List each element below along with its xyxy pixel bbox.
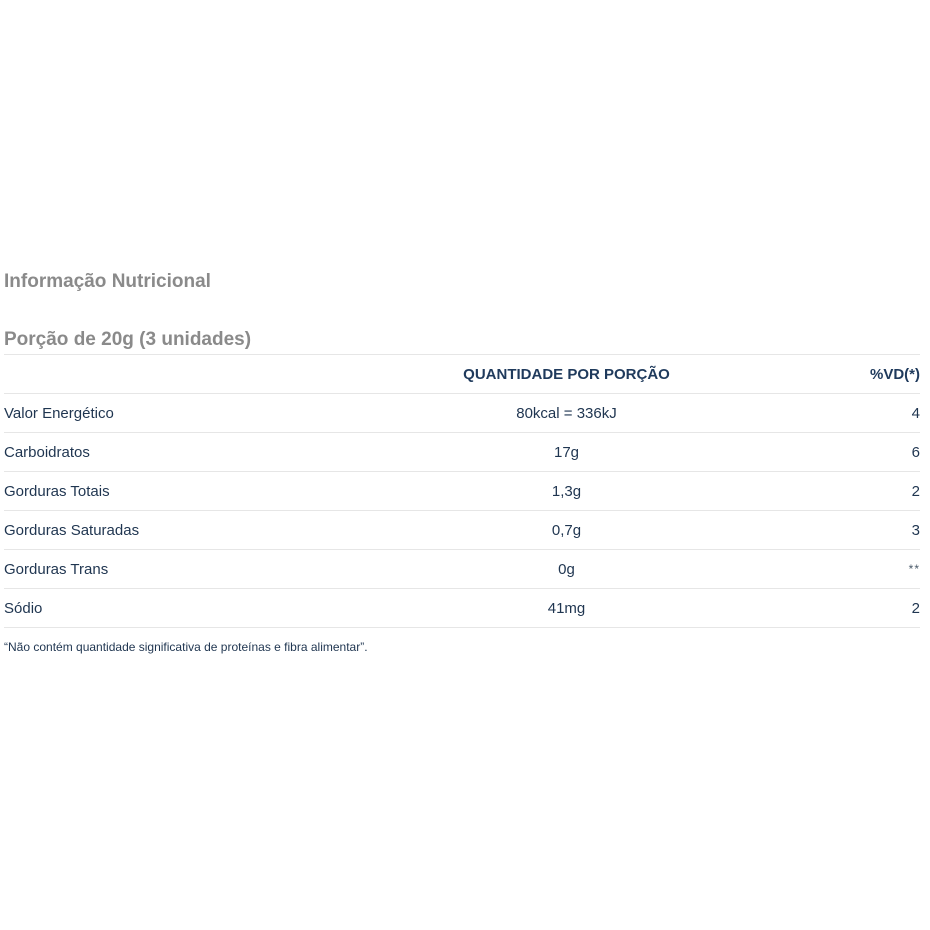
row-vd: 3 bbox=[799, 511, 920, 550]
nutrition-panel bbox=[4, 268, 920, 654]
table-header-row bbox=[4, 355, 920, 394]
row-quantity: 41mg bbox=[334, 589, 799, 628]
row-name: Carboidratos bbox=[4, 433, 334, 472]
row-name: Gorduras Totais bbox=[4, 472, 334, 511]
row-name: Valor Energético bbox=[4, 394, 334, 433]
table-row bbox=[4, 472, 920, 511]
row-quantity: 1,3g bbox=[334, 472, 799, 511]
row-vd: ** bbox=[799, 550, 920, 589]
row-name: Gorduras Trans bbox=[4, 550, 334, 589]
table-row bbox=[4, 511, 920, 550]
row-quantity: 80kcal = 336kJ bbox=[334, 394, 799, 433]
row-name: Sódio bbox=[4, 589, 334, 628]
table-row bbox=[4, 589, 920, 628]
header-vd: %VD(*) bbox=[799, 355, 920, 394]
row-quantity: 17g bbox=[334, 433, 799, 472]
row-vd: 6 bbox=[799, 433, 920, 472]
row-vd: 2 bbox=[799, 472, 920, 511]
row-vd: 4 bbox=[799, 394, 920, 433]
table-row bbox=[4, 433, 920, 472]
portion-subtitle: Porção de 20g (3 unidades) bbox=[4, 329, 252, 350]
row-quantity: 0g bbox=[334, 550, 799, 589]
header-name bbox=[4, 355, 334, 394]
footnote: “Não contém quantidade significativa de proteínas e fibra alimentar”. bbox=[4, 640, 368, 654]
row-quantity: 0,7g bbox=[334, 511, 799, 550]
row-name: Gorduras Saturadas bbox=[4, 511, 334, 550]
table-row bbox=[4, 550, 920, 589]
header-quantity: QUANTIDADE POR PORÇÃO bbox=[334, 355, 799, 394]
row-vd: 2 bbox=[799, 589, 920, 628]
nutrition-table bbox=[4, 354, 920, 628]
table-row bbox=[4, 394, 920, 433]
page-title: Informação Nutricional bbox=[4, 271, 211, 292]
